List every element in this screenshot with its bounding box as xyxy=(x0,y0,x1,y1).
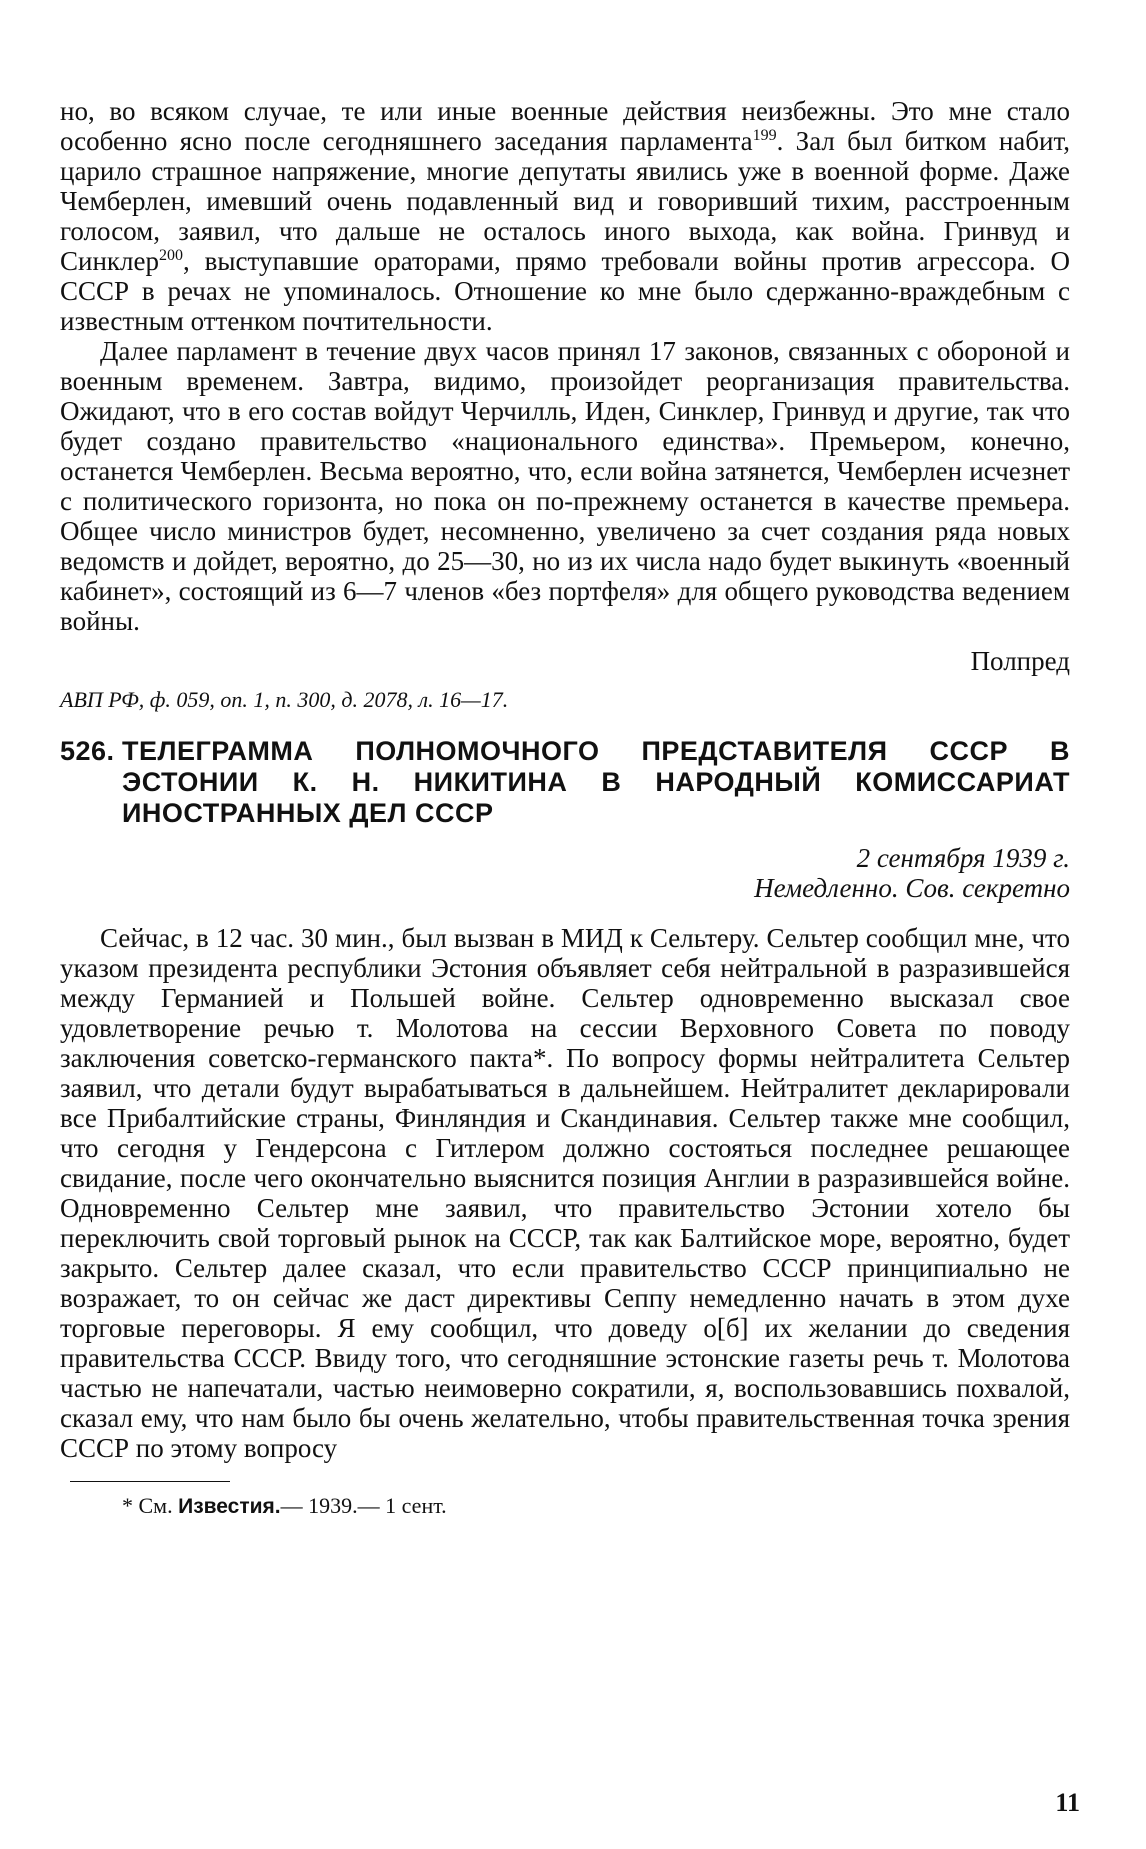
paragraph-text: , выступавшие ораторами, прямо требовали войны против агрессора. О СССР в речах не упоминалось. Отношение ко мне было сдержанно-враждебным с известным оттенком почтительности. xyxy=(60,246,1070,336)
footnote xyxy=(122,1492,1070,1521)
endnote-ref-199[interactable]: 199 xyxy=(752,127,777,144)
spacer xyxy=(60,903,1070,923)
paragraph-parliament: Далее парламент в течение двух часов принял 17 законов, связанных с обороной и военным временем. Завтра, видимо, произойдет реорганизация правительства. Ожидают, что в его состав войдут Черчилль, Иден, Синклер, Гринвуд и другие, так что будет создано правительство «национального единства». Премьером, конечно, останется Чемберлен. Весьма вероятно, что, если война затянется, Чемберлен исчезнет с политического горизонта, но пока он по-прежнему останется в качестве премьера. Общее число министров будет, несомненно, увеличено за счет создания ряда новых ведомств и дойдет, вероятно, до 25—30, но из их числа надо будет выкинуть «военный кабинет», состоящий из 6—7 членов «без портфеля» для общего руководства ведением войны. xyxy=(60,336,1070,636)
footnote-prefix: * См. xyxy=(122,1493,179,1518)
signature: Полпред xyxy=(970,646,1070,676)
footnote-source: Известия. xyxy=(178,1495,281,1518)
document-date: 2 сентября 1939 г. xyxy=(856,843,1070,873)
document-page xyxy=(60,96,1070,1521)
footnote-rest: — 1939.— 1 сент. xyxy=(280,1493,447,1518)
endnote-ref-200[interactable]: 200 xyxy=(158,247,183,264)
paragraph-text: . Зал был битком набит, царило страшное напряжение, многие депутаты явились уже в военной форме. Даже Чемберлен, имевший очень подавленный вид и говоривший тихим, расстроенным голосом, заявил, что дальше не осталось иного выхода, как война. Гринвуд и Синклер xyxy=(60,126,1070,276)
secrecy-marking: Немедленно. Сов. секретно xyxy=(754,873,1070,903)
paragraph-telegram: Сейчас, в 12 час. 30 мин., был вызван в МИД к Сельтеру. Сельтер сообщил мне, что указом президента республики Эстония объявляет себя нейтральной в разразившейся между Германией и Польшей войне. Сельтер одновременно высказал свое удовлетворение речью т. Молотова на сессии Верховного Совета по поводу заключения советско-германского пакта*. По вопросу формы нейтралитета Сельтер заявил, что детали будут вырабатываться в дальнейшем. Нейтралитет декларировали все Прибалтийские страны, Финляндия и Скандинавия. Сельтер также мне сообщил, что сегодня у Гендерсона с Гитлером должно состояться последнее решающее свидание, после чего окончательно выяснится позиция Англии в разразившейся войне. Одновременно Сельтер мне заявил, что правительство Эстонии хотело бы переключить свой торговый рынок на СССР, так как Балтийское море, вероятно, будет закрыто. Сельтер далее сказал, что если правительство СССР принципиально не возражает, то он сейчас же даст директивы Сеппу немедленно начать в этом духе торговые переговоры. Я ему сообщил, что доведу о[б] их желании до сведения правительства СССР. Ввиду того, что сегодняшние эстонские газеты речь т. Молотова частью не напечатали, частью неимоверно сократили, я, воспользовавшись похвалой, сказал ему, что нам было бы очень желательно, чтобы правительственная точка зрения СССР по этому вопросу xyxy=(60,923,1070,1463)
document-heading xyxy=(60,736,1070,829)
paragraph-continuation xyxy=(60,96,1070,336)
page-number: 11 xyxy=(1055,1788,1080,1817)
footnote-divider xyxy=(70,1481,230,1482)
archive-reference: АВП РФ, ф. 059, оп. 1, п. 300, д. 2078, л. 16—17. xyxy=(60,687,509,712)
document-title: ТЕЛЕГРАММА ПОЛНОМОЧНОГО ПРЕДСТАВИТЕЛЯ СССР В ЭСТОНИИ К. Н. НИКИТИНА В НАРОДНЫЙ КОМИССАРИАТ ИНОСТРАННЫХ ДЕЛ СССР xyxy=(122,736,1070,828)
document-number: 526. xyxy=(60,736,115,766)
paragraph-text: но, во всяком случае, те или иные военные действия неизбежны. Это мне стало особенно ясно после сегодняшнего заседания парламента xyxy=(60,96,1070,156)
